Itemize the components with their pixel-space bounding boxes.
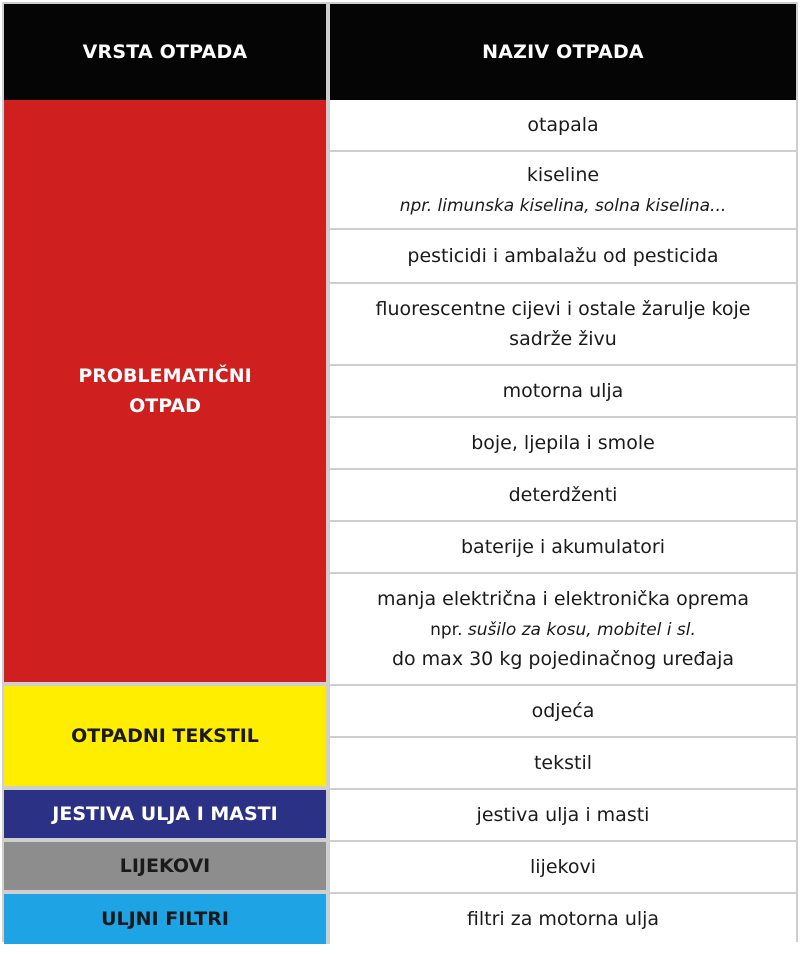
item-filtri: filtri za motorna ulja — [330, 894, 796, 944]
type-label-line1: PROBLEMATIČNI — [78, 365, 252, 387]
waste-table-frame — [2, 2, 798, 942]
item-lijekovi: lijekovi — [330, 842, 796, 894]
table-row — [4, 686, 796, 738]
table-row — [4, 894, 796, 944]
item-boje: boje, ljepila i smole — [330, 418, 796, 470]
type-label-line2: OTPAD — [129, 395, 201, 417]
item-baterije: baterije i akumulatori — [330, 522, 796, 574]
item-kiseline-note: npr. limunska kiselina, solna kiselina... — [399, 196, 727, 216]
type-problematicni-otpad — [4, 100, 330, 686]
table-row — [4, 100, 796, 152]
item-oprema-note-prefix: npr. — [430, 620, 463, 640]
item-oprema-line3: do max 30 kg pojedinačnog uređaja — [391, 648, 735, 670]
header-waste-name: NAZIV OTPADA — [330, 4, 796, 100]
type-uljni-filtri: ULJNI FILTRI — [4, 894, 330, 944]
type-otpadni-tekstil: OTPADNI TEKSTIL — [4, 686, 330, 790]
item-otapala: otapala — [330, 100, 796, 152]
item-oprema-note — [430, 620, 696, 640]
type-lijekovi: LIJEKOVI — [4, 842, 330, 894]
item-kiseline — [330, 152, 796, 230]
item-oprema-line1: manja električna i elektronička oprema — [376, 588, 749, 610]
item-jestiva-ulja: jestiva ulja i masti — [330, 790, 796, 842]
item-oprema-note-text: sušilo za kosu, mobitel i sl. — [467, 620, 696, 640]
item-deterdzenti: deterdženti — [330, 470, 796, 522]
item-fluorescentne-line1: fluorescentne cijevi i ostale žarulje koje — [375, 298, 751, 320]
item-odjeca: odjeća — [330, 686, 796, 738]
header-waste-type: VRSTA OTPADA — [4, 4, 330, 100]
table-row — [4, 842, 796, 894]
item-tekstil: tekstil — [330, 738, 796, 790]
table-row — [4, 790, 796, 842]
item-elektronicka-oprema — [330, 574, 796, 686]
header-row — [4, 4, 796, 100]
item-motorna-ulja: motorna ulja — [330, 366, 796, 418]
item-fluorescentne — [330, 284, 796, 366]
type-jestiva-ulja: JESTIVA ULJA I MASTI — [4, 790, 330, 842]
item-kiseline-label: kiseline — [526, 164, 600, 186]
item-fluorescentne-line2: sadrže živu — [509, 328, 617, 350]
waste-table — [4, 4, 796, 944]
item-pesticidi: pesticidi i ambalažu od pesticida — [330, 230, 796, 284]
